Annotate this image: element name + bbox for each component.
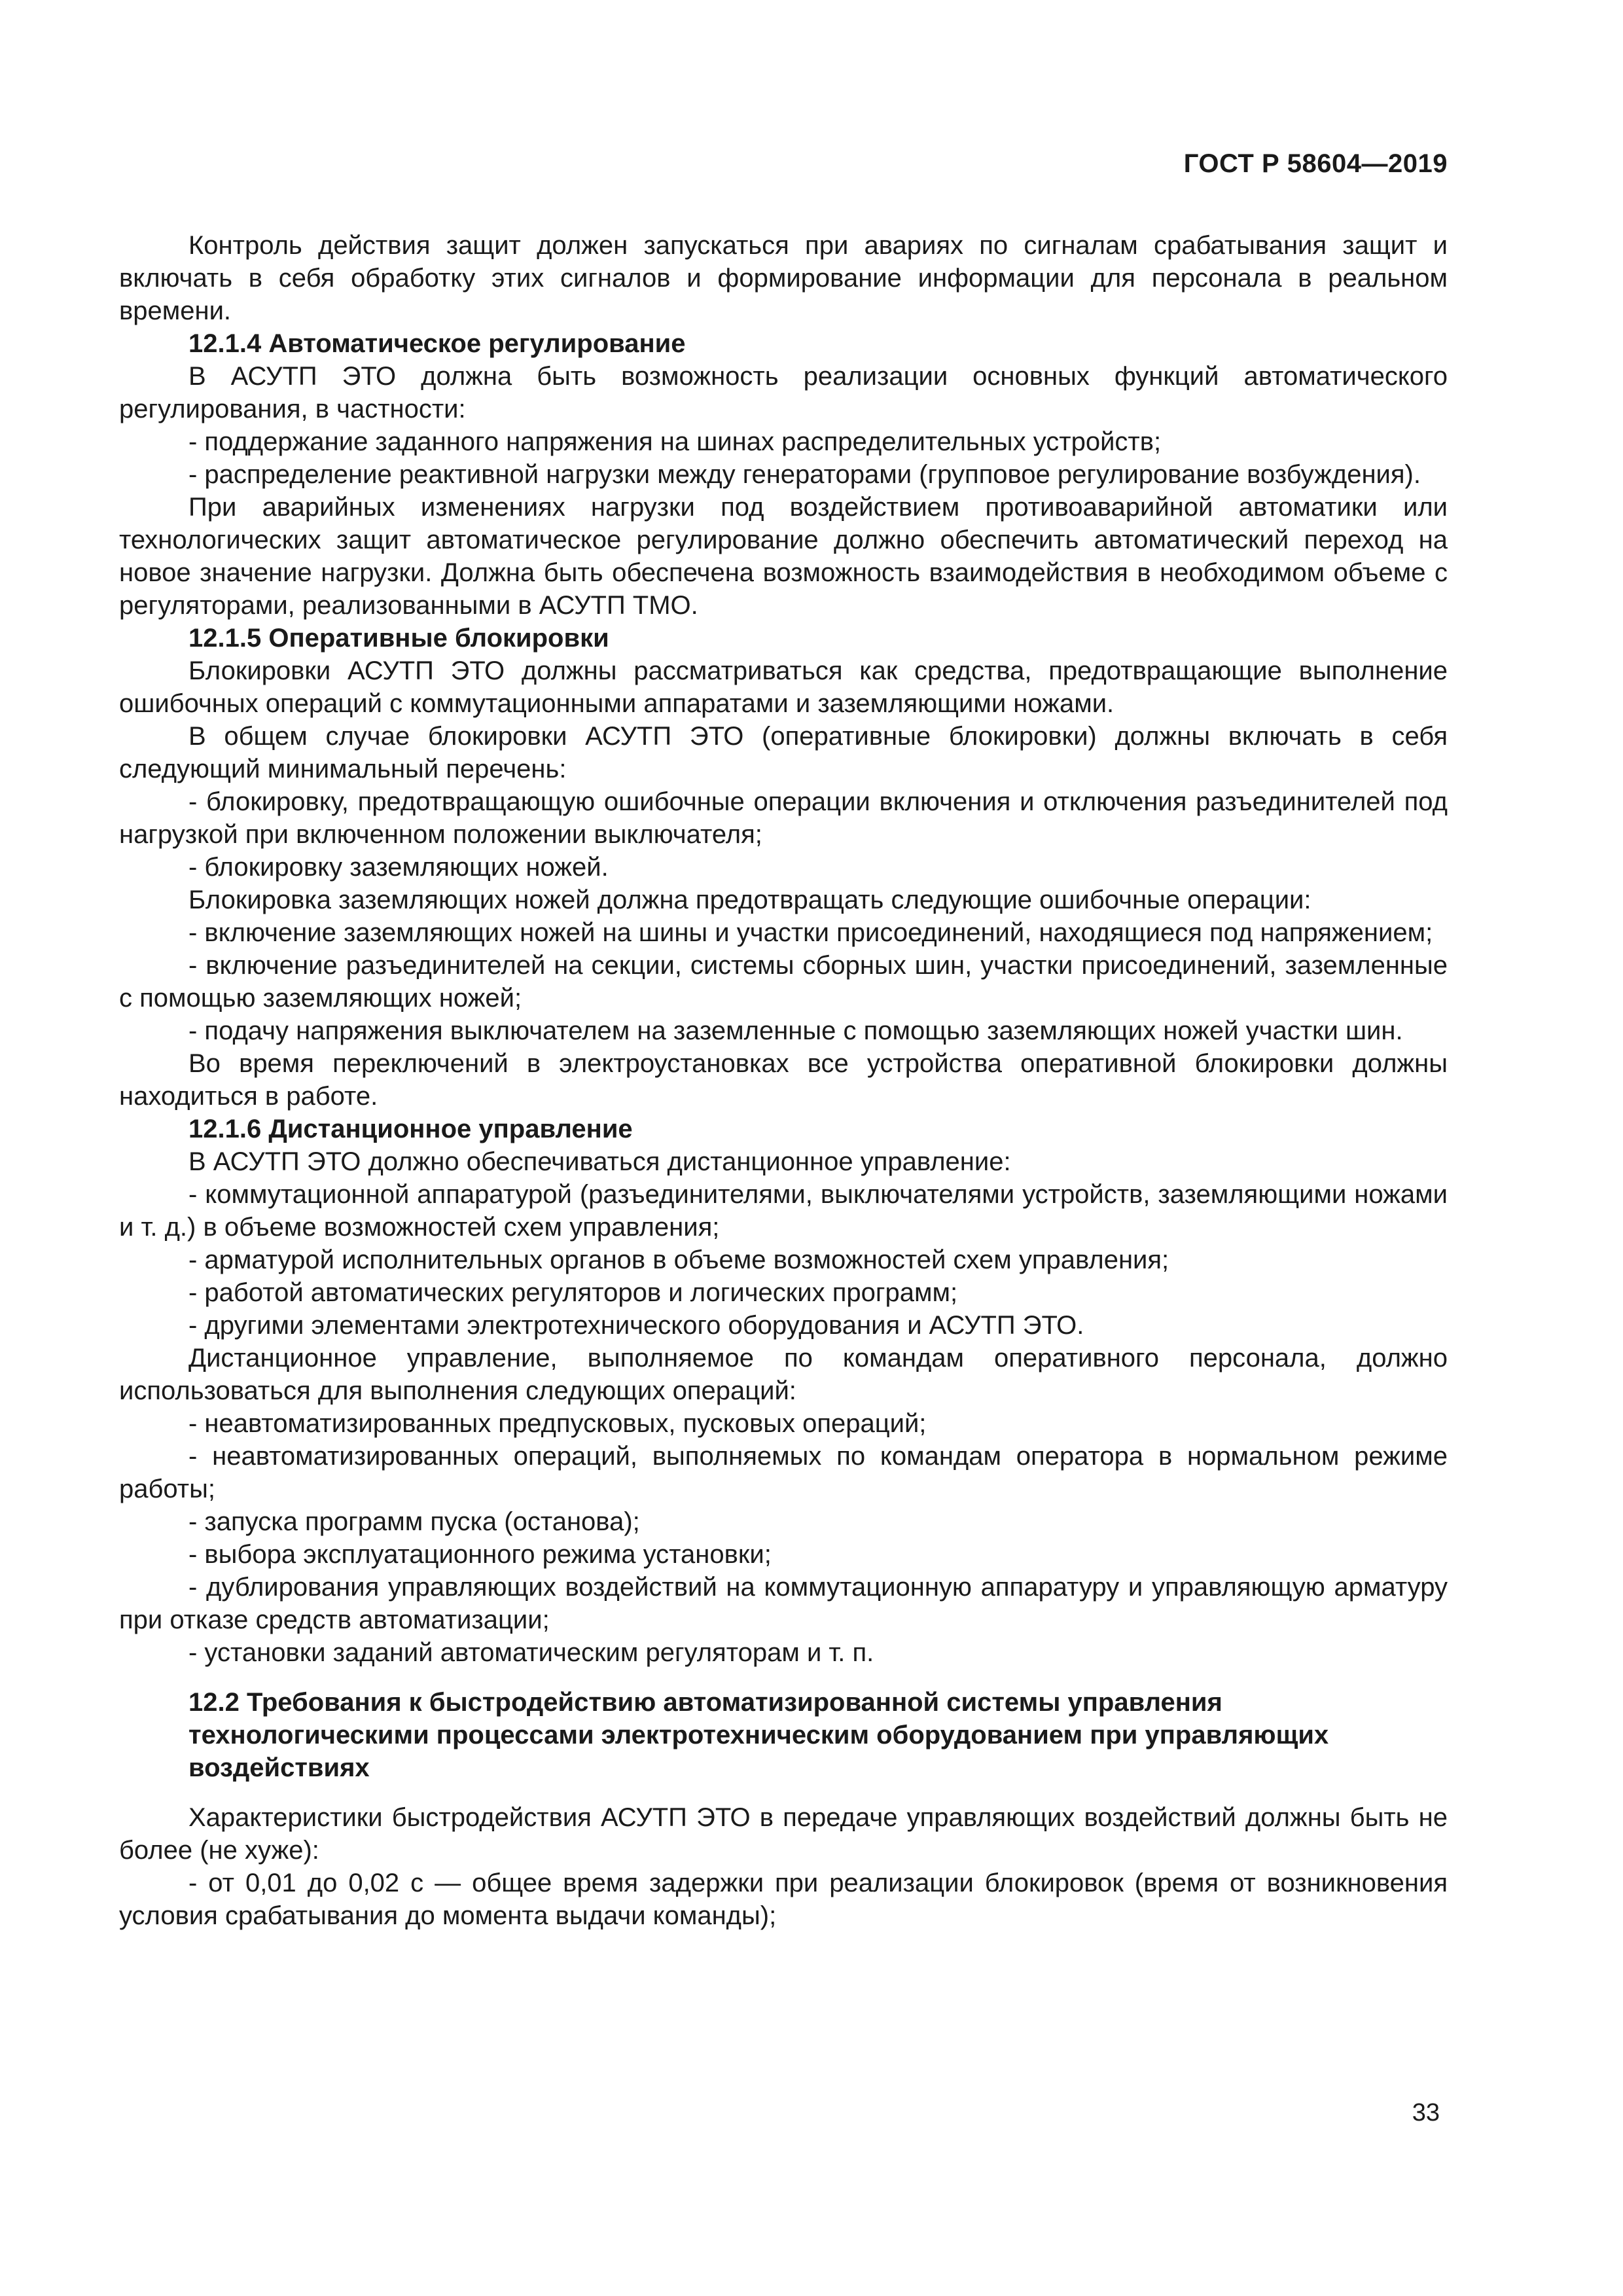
list-item: - неавтоматизированных предпусковых, пусковых операций; (188, 1409, 927, 1438)
list-item: - другими элементами электротехнического оборудования и АСУТП ЭТО. (188, 1311, 1084, 1340)
list-item: - запуска программ пуска (останова); (188, 1507, 640, 1536)
list-item: - установки заданий автоматическим регуляторам и т. п. (188, 1638, 874, 1667)
paragraph: Блокировка заземляющих ножей должна предотвращать следующие ошибочные операции: (188, 886, 1311, 914)
paragraph: Во время переключений в электроустановках все устройства оперативной блокировки должны находиться в работе. (119, 1049, 1448, 1111)
section-heading: 12.2 Требования к быстродействию автоматизированной системы управления технологическими процессами электротехническим оборудованием при управляющих воздействиях (188, 1688, 1329, 1782)
list-item: - распределение реактивной нагрузки между генераторами (групповое регулирование возбуждения). (188, 460, 1421, 489)
list-item: - включение разъединителей на секции, системы сборных шин, участки присоединений, заземленные с помощью заземляющих ножей; (119, 951, 1448, 1013)
list-item: - включение заземляющих ножей на шины и участки присоединений, находящиеся под напряжением; (188, 918, 1433, 947)
list-item: - блокировку заземляющих ножей. (188, 853, 609, 882)
list-item: - от 0,01 до 0,02 с — общее время задержки при реализации блокировок (время от возникновения условия срабатывания до момента выдачи команды); (119, 1869, 1448, 1930)
subsection-heading: 12.1.4 Автоматическое регулирование (188, 329, 686, 358)
list-item: - дублирования управляющих воздействий на коммутационную аппаратуру и управляющую арматуру при отказе средств автоматизации; (119, 1573, 1448, 1634)
subsection-heading: 12.1.6 Дистанционное управление (188, 1115, 633, 1143)
paragraph: Контроль действия защит должен запускаться при авариях по сигналам срабатывания защит и включать в себя обработку этих сигналов и формирование информации для персонала в реальном времени. (119, 231, 1448, 325)
list-item: - блокировку, предотвращающую ошибочные операции включения и отключения разъединителей под нагрузкой при включенном положении выключателя; (119, 787, 1448, 849)
paragraph: В общем случае блокировки АСУТП ЭТО (оперативные блокировки) должны включать в себя следующий минимальный перечень: (119, 722, 1448, 783)
page-number: 33 (1412, 2099, 1440, 2126)
list-item: - неавтоматизированных операций, выполняемых по командам оператора в нормальном режиме работы; (119, 1442, 1448, 1503)
list-item: - работой автоматических регуляторов и логических программ; (188, 1278, 958, 1307)
paragraph: В АСУТП ЭТО должна быть возможность реализации основных функций автоматического регулирования, в частности: (119, 362, 1448, 423)
list-item: - выбора эксплуатационного режима установки; (188, 1540, 772, 1569)
list-item: - коммутационной аппаратурой (разъединителями, выключателями устройств, заземляющими ножами и т. д.) в объеме возможностей схем управления; (119, 1180, 1448, 1242)
paragraph: Характеристики быстродействия АСУТП ЭТО в передаче управляющих воздействий должны быть не более (не хуже): (119, 1803, 1448, 1865)
document-code-header: ГОСТ Р 58604—2019 (1183, 149, 1448, 178)
paragraph: При аварийных изменениях нагрузки под воздействием противоаварийной автоматики или технологических защит автоматическое регулирование должно обеспечить автоматический переход на новое значение нагрузки. Должна быть обеспечена возможность взаимодействия в необходимом объеме с регуляторами, реализованными в АСУТП ТМО. (119, 493, 1448, 620)
list-item: - арматурой исполнительных органов в объеме возможностей схем управления; (188, 1246, 1169, 1274)
subsection-heading: 12.1.5 Оперативные блокировки (188, 624, 609, 653)
list-item: - подачу напряжения выключателем на заземленные с помощью заземляющих ножей участки шин. (188, 1016, 1403, 1045)
paragraph: В АСУТП ЭТО должно обеспечиваться дистанционное управление: (188, 1147, 1011, 1176)
list-item: - поддержание заданного напряжения на шинах распределительных устройств; (188, 427, 1162, 456)
paragraph: Блокировки АСУТП ЭТО должны рассматриваться как средства, предотвращающие выполнение ошибочных операций с коммутационными аппаратами и заземляющими ножами. (119, 656, 1448, 718)
document-body (119, 229, 1448, 1932)
paragraph: Дистанционное управление, выполняемое по командам оперативного персонала, должно использоваться для выполнения следующих операций: (119, 1344, 1448, 1405)
